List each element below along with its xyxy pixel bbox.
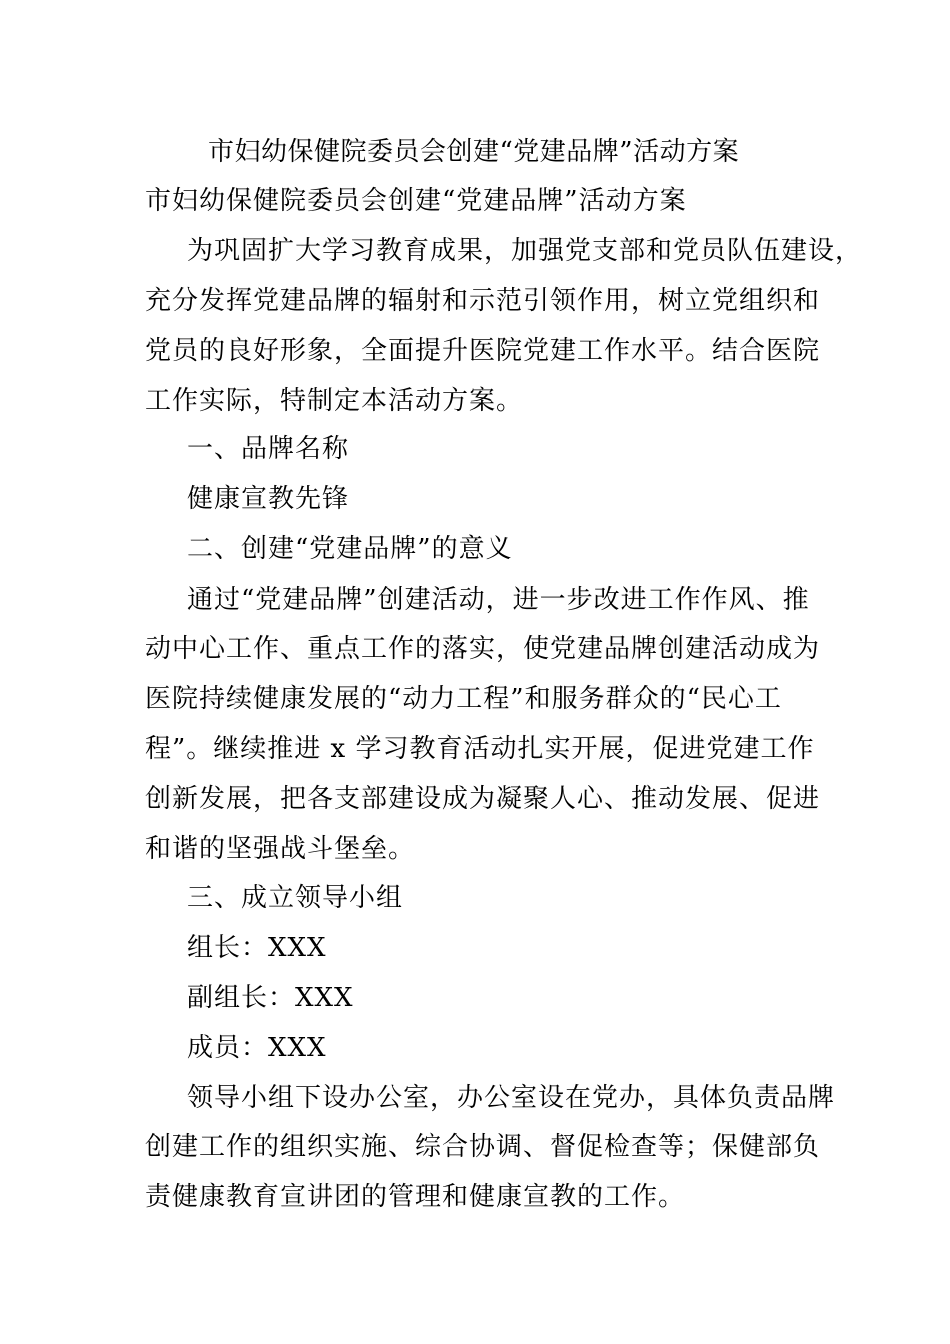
brand-name-text: 健康宣教先锋 — [187, 484, 350, 514]
paragraph-line: 动中心工作、重点工作的落实，使党建品牌创建活动成为 — [145, 634, 821, 664]
paragraph-line: 创新发展，把各支部建设成为凝聚人心、推动发展、促进 — [145, 784, 821, 814]
paragraph-line: 责健康教育宣讲团的管理和健康宣教的工作。 — [145, 1182, 686, 1212]
paragraph-line: 为巩固扩大学习教育成果，加强党支部和党员队伍建设， — [187, 236, 863, 266]
paragraph-line: 党员的良好形象，全面提升医院党建工作水平。结合医院 — [145, 336, 821, 366]
deputy-leader-line: 副组长：XXX — [187, 983, 354, 1013]
document-subtitle: 市妇幼保健院委员会创建“党建品牌”活动方案 — [145, 186, 687, 216]
document-title: 市妇幼保健院委员会创建“党建品牌”活动方案 — [208, 137, 740, 167]
paragraph-line: 程”。继续推进 x 学习教育活动扎实开展，促进党建工作 — [145, 734, 815, 764]
section-heading-brand-name: 一、品牌名称 — [187, 434, 350, 464]
paragraph-line: 创建工作的组织实施、综合协调、督促检查等；保健部负 — [145, 1132, 821, 1162]
paragraph-line: 和谐的坚强战斗堡垒。 — [145, 834, 416, 864]
paragraph-line: 通过“党建品牌”创建活动，进一步改进工作作风、推 — [187, 585, 810, 615]
section-heading-significance: 二、创建“党建品牌”的意义 — [187, 534, 513, 564]
paragraph-line: 医院持续健康发展的“动力工程”和服务群众的“民心工 — [145, 684, 782, 714]
paragraph-line: 充分发挥党建品牌的辐射和示范引领作用，树立党组织和 — [145, 286, 821, 316]
leader-line: 组长：XXX — [187, 933, 327, 963]
paragraph-line: 工作实际，特制定本活动方案。 — [145, 386, 524, 416]
paragraph-line: 领导小组下设办公室，办公室设在党办，具体负责品牌 — [187, 1083, 836, 1113]
section-heading-leadership: 三、成立领导小组 — [187, 883, 404, 913]
members-line: 成员：XXX — [187, 1033, 327, 1063]
